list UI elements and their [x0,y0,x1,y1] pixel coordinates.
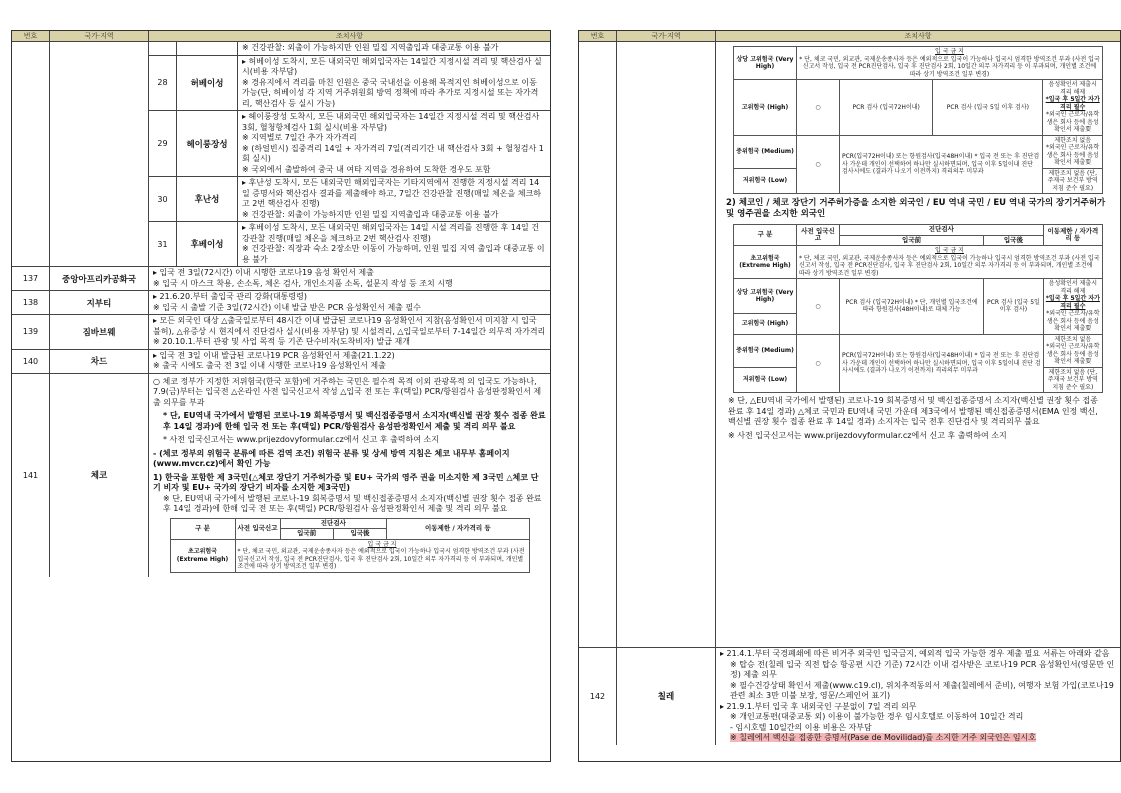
table-row [12,42,550,267]
header-country: 국가·지역 [50,31,149,41]
table-row: 138 지부티 ▸ 21.6.20.부터 출입국 관리 강화(대통령령) ※ 입국 시 출발 기준 3일(72시간) 이내 발급 받은 PCR 음성확인서 제출 필수 [12,291,550,315]
risk-table-2: 구 분 사전 입국신고 진단검사 이동제한 / 자가격리 등 입국前 입국後 초고위험국 (Extreme High) 입 국 금 지 * 단, 체코 국민, 외교관, 국제운송종사자 등은 예외적으로 입국이 가능하나 입국시 엄격한 방역조건 부과 (사전 입국신고서 작성, 입국 전 PCR진단검사, 입국 후 진단검사 2회, 10일간 의무 자가격리 등 이 부과되며, 개인별 조건에 따라 상기 방역조건 일부 변경) 상당 고위험국 (Very High) ○ PCR 검사 (입국72H이내) * 단, 개인별 입국조건에 따라 항원검사(48H이내)로 대체 가능 PCR 검사 (입국 5일 이후 검사) 음성확인서 제출시 격리 해제 *입국 후 5일간 자가격리 필수 *외국인 근로자/유학생은 회사 등에 음성확인서 제출要 고위험국 (High) 중위험국 (Medium) ○ PCR(입국72H이내) 또는 항원검사(입국48H이내) * 입국 전 또는 후 진단검사 가운데 개인이 선택하여 하나만 실시하면되며, 입국 이후 5일이내 진단 검사시에도 (결과가 나오기 이전까지) 격리의무 미부과 제한조치 없음 *외국인 근로자/유학생은 회사 등에 음성확인서 제출要 저위험국 (Low) 제한조치 없음 (단, 주재국 보건부 방역지침 준수 필요) [733,224,1103,393]
table-row-czech-cont [579,42,1120,648]
province-row: 31 후베이성 ▸ 후베이성 도착시, 모든 내외국민 해외입국자는 14일 시설 격리를 진행한 후 14일 건강관찰 진행(매일 체온을 체크하고 2번 핵산검사 진행) ※ 건강관찰: 직장과 숙소 2장소만 이동이 가능하며, 인원 밀집 지역 출입과 대중교통 이용 불가 [149,222,550,266]
table-row-chile: 142 칠레 ▸ 21.4.1.부터 국경폐쇄에 따른 비거주 외국인 입국금지, 예외적 입국 가능한 경우 제출 필요 서류는 아래와 같음 ※ 탑승 전(칠레 입국 직전 탑승 항공편 시간 기준) 72시간 이내 검사받은 코로나19 PCR 음성확인서(영문만 인정) 제출 의무 ※ 필수건강상태 확인서 제출(www.c19.cl), 위치추적동의서 제출(칠레에서 준비), 여행자 보험 가입(코로나19 관련 최소 3만 미불 보장, 영문/스페인어 표기) ▸ 21.9.1.부터 입국 후 내외국인 구분없이 7일 격리 의무 ※ 개인교통편(대중교통 외) 이용이 불가능한 경우 임시호텔로 이동하여 10일간 격리 - 임시호텔 10일간의 이용 비용은 자부담 ※ 칠레에서 백신을 접종한 증명서(Pase de Movilidad)를 소지한 거주 외국인은 임시호 [579,648,1120,745]
highlighted-note: ※ 칠레에서 백신을 접종한 증명서(Pase de Movilidad)를 소지한 거주 외국인은 임시호 [730,733,1037,742]
table-header: 번호 국가·지역 조치사항 [579,31,1120,42]
risk-table-1: 구 분 사전 입국신고 진단검사 이동제한 / 자가격리 등 입국前 입국後 초고위험국 (Extreme High) 입 국 금 지 * 단, 체코 국민, 외교관, 국제운송종사자 등은 예외적으로 입국이 가능하나 입국시 엄격한 방역조건 부과 (사전 입국신고서 작성, 입국 전 PCR진단검사, 입국 후 진단검사 2회, 10일간 의무 자가격리 등 이 부과되며, 개인별 조건에 따라 상기 방역조건 일부 변경) [170,518,530,573]
table-row: 140 차드 ▸ 입국 전 3일 이내 발급된 코로나19 PCR 음성확인서 제출(21.1.22) ※ 출국 시에도 출국 전 3일 이내 시행한 코로나19 음성확인서 제출 [12,350,550,374]
right-page [578,30,1121,762]
table-row-czech: 141 체코 ○ 체코 정부가 지정한 저위험국(한국 포함)에 거주하는 국민은 필수적 목적 이외 관광목적 의 입국도 가능하나, 7.9(금)부터는 입국전 △온라인 사전 입국신고서 작성 △입국 전 또는 후(택일) PCR/항원검사 음성판정확인서 제출 의무를 부과 * 단, EU역내 국가에서 발행된 코로나-19 회복증명서 및 백신접종증명서 소지자(백신별 권장 횟수 접종 완료 후 14일 경과)에 한해 입국 전 또는 후(택일) PCR/항원검사 음성판정확인서 제출 및 격리 의무 불요 * 사전 입국신고서는 www.prijezdovyformular.cz에서 신고 후 출력하여 소지 - (체코 정부의 위험국 분류에 따른 검역 조건) 위험국 분류 및 상세 방역 지침은 체코 내무부 홈페이지(www.mvcr.cz)에서 확인 가능 1) 한국을 포함한 제 3국민(△체코 장단기 거주허가증 및 EU+ 국가의 영주 권을 미소지한 제 3국민 △체코 단기 비자 및 EU+ 국가의 장단기 비자를 소지한 제3국민) ※ 단, EU역내 국가에서 발행된 코로나-19 회복증명서 및 백신접종증명서 소지자(백신별 권장 횟수 접종 완료 후 14일 경과)에 한해 입국 전 또는 후(택일) PCR/항원검사 음성판정확인서 제출 및 격리 의무 불요 구 분 사전 입국신고 진단검사 이동제한 / 자가격리 등 입국前 입국後 초고위험국 (Extreme High) 입 국 금 지 * 단, 체코 국민, 외교관, 국제운송종사자 등은 예외적으로 입국이 가능하나 입국시 엄격한 방역조건 부과 (사전 입국신고서 작성, 입국 전 PCR진단검사, 입국 후 진단검사 2회, 10일간 의무 자가격리 등 이 부과되며, 개인별 조건에 따라 상기 방역조건 일부 변경) [12,374,550,577]
province-row: 29 헤이룽장성 ▸ 헤이룽장성 도착시, 모든 내외국민 해외입국자는 14일간 지정시설 격리 및 핵산검사 3회, 혈청항체검사 1회 실시(비용 자부담) ※ 지역별로 7일간 추가 자가격리 ※ (하얼빈시) 집중격리 14일 + 자가격리 7일(격리기간 내 핵산검사 3회 + 혈청검사 1회 실시) ※ 국외에서 출발하여 중국 내 여타 지역을 경유하여 도착한 경우도 포함 [149,111,550,177]
note-2: ※ 사전 입국신고서는 www.prijezdovyformular.cz에서 신고 후 출력하여 소지 [728,430,1007,440]
table-row: 139 짐바브웨 ▸ 모든 외국인 대상 △출국일로부터 48시간 이내 발급된 코로나19 음성확인서 지참(음성확인서 미지참 시 입국 불허), △유증상 시 현지에서 진단검사 실시(비용 자부담) 및 시설격리, △입국일로부터 7-14일간 의무적 자가격리 ※ 20.10.1.부터 관광 및 사업 목적 등 기존 단수비자(도착비자) 발급 재개 [12,315,550,350]
table-row: 137 중앙아프리카공화국 ▸ 입국 전 3일(72시간) 이내 시행한 코로나19 음성 확인서 제출 ※ 입국 시 마스크 착용, 손소독, 체온 검사, 개인소지품 소독, 설문지 작성 등 조치 시행 [12,267,550,291]
section-2-title: 2) 체코인 / 체코 장단기 거주허가증을 소지한 외국인 / EU 역내 국민 / EU 역내 국가의 장기거주허가 및 영주권을 소지한 외국인 [726,198,1106,219]
province-row: 28 허베이성 ▸ 허베이성 도착시, 모든 내외국민 해외입국자는 14일간 지정시설 격리 및 핵산검사 실시(비용 자부담) ※ 경유지에서 격리를 마친 인원은 중국 국내선을 이용해 목적지인 허베이성으로 이동 가능(단, 허베이성 각 지역 거주위원회 방역 정책에 따라 추가로 지정시설 또는 자가격리, 핵산검사 등 실시 가능) [149,56,550,112]
province-row: 30 후난성 ▸ 후난성 도착시, 모든 내외국민 해외입국자는 기타지역에서 진행한 지정시설 격리 14일 증명서와 핵산검사 결과를 제출해야 하고, 7일간 건강관찰 진행(매일 체온을 체크하고 2번 핵산검사 진행) ※ 건강관찰: 외출이 가능하지만 인원 밀집 지역출입과 대중교통 이용 불가 [149,177,550,222]
province-list [149,42,550,266]
note-1: ※ 단, △EU역내 국가에서 발행된) 코로나-19 회복증명서 및 백신접종증명서 소지자(백신별 권장 횟수 접종 완료 후 14일 경과) △체코 국민과 EU역내 국민 가운데 제3국에서 발행된 백신접종증명서(EMA 인정 백신, 백신별 권장 횟수 접종 완료 후 14일 경과) 소지자는 입국 전후 진단검사 및 격리의무 불요 [728,396,1098,426]
left-page [11,30,551,762]
header-measures: 조치사항 [335,32,364,40]
risk-table-1-cont: 상당 고위험국 (Very High) 입 국 금 지 * 단, 체코 국민, 외교관, 국제운송종사자 등은 예외적으로 입국이 가능하나 입국시 엄격한 방역조건 부과 (사전 입국신고서 작성, 입국 전 PCR진단검사, 입국 후 진단검사 2회, 10일간 의무 자가격리 등 이 부과되며, 개인별 조건에 따라 상기 방역조건 일부 변경) 고위험국 (High) ○ PCR 검사 (입국72H이내) PCR 검사 (입국 5일 이후 검사) 음성확인서 제출시 격리 해제 *입국 후 5일간 자가격리 필수 *외국인 근로자/유학생은 회사 등에 음성확인서 제출要 중위험국 (Medium) ○ PCR(입국72H이내) 또는 항원검사(입국48H이내) * 입국 전 또는 후 진단검사 가운데 개인이 선택하여 하나만 실시하면되며, 입국 이후 5일이내 진단 검사시에도 (결과가 나오기 이전까지) 격리의무 미부과 제한조치 없음 *외국인 근로자/유학생은 회사 등에 음성확인서 제출要 저위험국 (Low) 제한조치 없음 (단, 주재국 보건부 방역지침 준수 필요) [733,46,1103,194]
header-no: 번호 [12,31,50,41]
top-note: ※ 건강관찰: 외출이 가능하지만 인원 밀집 지역출입과 대중교통 이용 불가 [242,43,499,52]
table-header [12,31,550,42]
